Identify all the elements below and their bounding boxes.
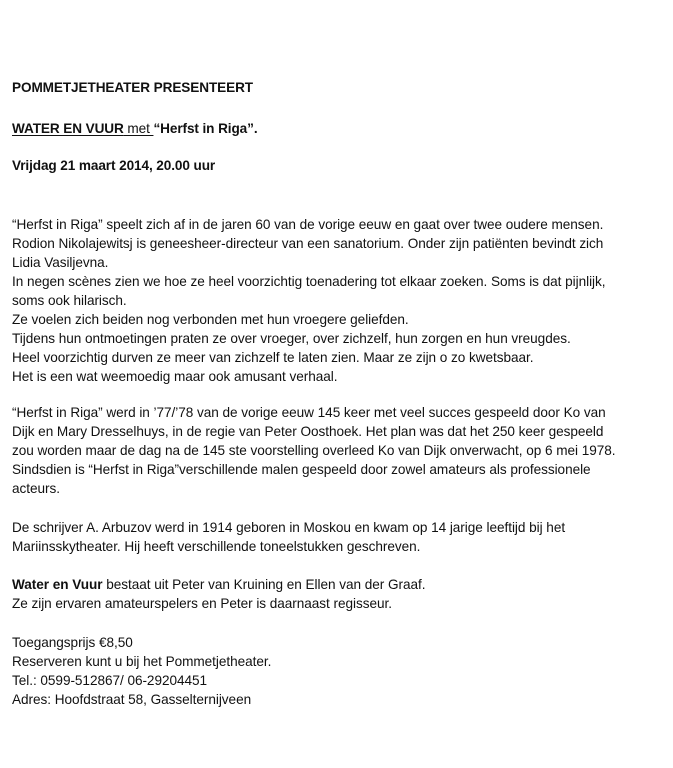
paragraph-line: “Herfst in Riga” werd in ’77/’78 van de vorige eeuw 145 keer met veel succes gespeeld door Ko van	[12, 405, 606, 420]
paragraph-line: Tijdens hun ontmoetingen praten ze over vroeger, over zichzelf, hun zorgen en hun vreugdes.	[12, 331, 571, 346]
group-name: WATER EN VUUR	[12, 121, 124, 136]
paragraph-line: soms ook hilarisch.	[12, 293, 127, 308]
venue-address: Adres: Hoofdstraat 58, Gasselternijveen	[12, 692, 252, 707]
intro-paragraph	[12, 215, 605, 386]
paragraph-line	[12, 575, 425, 594]
show-title-line	[12, 121, 258, 136]
paragraph-line: Dijk en Mary Dresselhuys, in de regie van Peter Oosthoek. Het plan was dat het 250 keer gespeeld	[12, 424, 604, 439]
paragraph-line: Ze voelen zich beiden nog verbonden met hun vroegere geliefden.	[12, 312, 409, 327]
paragraph-line: De schrijver A. Arbuzov werd in 1914 geboren in Moskou en kwam op 14 jarige leeftijd bij het	[12, 520, 566, 535]
presenter-heading: POMMETJETHEATER PRESENTEERT	[12, 80, 254, 95]
paragraph-line: Heel voorzichtig durven ze meer van zichzelf te laten zien. Maar ze zijn o zo kwetsbaar.	[12, 350, 534, 365]
paragraph-line: Sindsdien is “Herfst in Riga”verschillende malen gespeeld door zowel amateurs als professionele	[12, 462, 591, 477]
paragraph-line: Rodion Nikolajewitsj is geneesheer-directeur van een sanatorium. Onder zijn patiënten bevindt zich	[12, 236, 604, 251]
author-paragraph	[12, 518, 565, 556]
cast-line-text: bestaat uit Peter van Kruining en Ellen van der Graaf.	[102, 577, 426, 592]
event-date: Vrijdag 21 maart 2014, 20.00 uur	[12, 158, 216, 173]
cast-paragraph	[12, 575, 425, 613]
paragraph-line: zou worden maar de dag na de 145 ste voorstelling overleed Ko van Dijk onverwacht, op 6 mei 1978.	[12, 443, 616, 458]
cast-group-name: Water en Vuur	[12, 577, 103, 592]
reservation-note: Reserveren kunt u bij het Pommetjetheater.	[12, 654, 272, 669]
paragraph-line: In negen scènes zien we hoe ze heel voorzichtig toenadering tot elkaar zoeken. Soms is dat pijnlijk,	[12, 274, 606, 289]
play-title: “Herfst in Riga”.	[153, 121, 258, 136]
history-paragraph	[12, 403, 615, 498]
paragraph-line: Mariinsskytheater. Hij heeft verschillende toneelstukken geschreven.	[12, 539, 421, 554]
paragraph-line: “Herfst in Riga” speelt zich af in de jaren 60 van de vorige eeuw en gaat over twee oudere mensen.	[12, 217, 604, 232]
title-connector: met	[123, 121, 154, 136]
paragraph-line: Lidia Vasiljevna.	[12, 255, 109, 270]
ticket-info	[12, 633, 271, 709]
phone-numbers: Tel.: 0599-512867/ 06-29204451	[12, 673, 208, 688]
ticket-price: Toegangsprijs €8,50	[12, 635, 133, 650]
paragraph-line: Het is een wat weemoedig maar ook amusant verhaal.	[12, 369, 338, 384]
paragraph-line: acteurs.	[12, 481, 60, 496]
paragraph-line: Ze zijn ervaren amateurspelers en Peter is daarnaast regisseur.	[12, 596, 392, 611]
